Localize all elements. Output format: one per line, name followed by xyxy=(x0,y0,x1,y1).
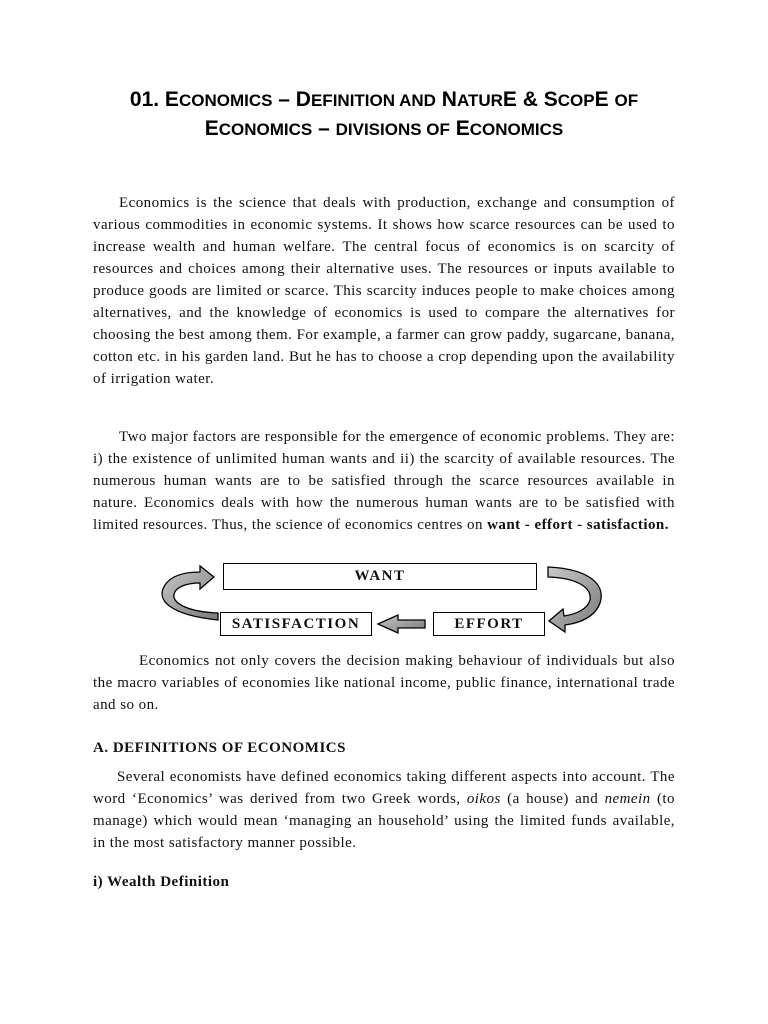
title-fragment: – xyxy=(312,117,336,140)
title-fragment: E xyxy=(594,88,609,111)
title-fragment: EFINITION AND xyxy=(310,91,436,110)
definitions-paragraph xyxy=(93,766,675,854)
title-fragment: CONOMICS xyxy=(218,120,313,139)
section-heading-definitions: A. DEFINITIONS OF ECONOMICS xyxy=(93,740,346,756)
want-effort-satisfaction-emphasis: want - effort - satisfaction. xyxy=(487,517,669,533)
intro-paragraph: Economics is the science that deals with production, exchange and consumption of various commodities in economic systems. It shows how scarce resources can be used to increase wealth and human welfare. The central focus of economics is on scarcity of resources and choices among their alternative uses. The resources or inputs available to produce goods are limited or scarce. This scarcity induces people to make choices among alternatives, and the knowledge of economics is used to compare the alternatives for choosing the best among them. For example, a farmer can grow paddy, sugarcane, banana, cotton etc. in his garden land. But he has to choose a crop depending upon the availability of irrigation water. xyxy=(93,195,675,387)
want-box: WANT xyxy=(223,563,537,590)
title-fragment: E xyxy=(449,117,470,140)
title-fragment: OF xyxy=(614,91,639,110)
title-fragment: N xyxy=(435,88,457,111)
title-fragment: & S xyxy=(516,88,558,111)
effort-box: EFFORT xyxy=(433,612,545,636)
title-fragment: CONOMICS xyxy=(178,91,273,110)
title-fragment: DIVISIONS OF xyxy=(335,120,450,139)
title-fragment: COP xyxy=(557,91,595,110)
subheading-wealth-definition: i) Wealth Definition xyxy=(93,874,230,890)
title-fragment: 01. E xyxy=(129,88,179,111)
satisfaction-box: SATISFACTION xyxy=(220,612,372,636)
scope-paragraph: Economics not only covers the decision making behaviour of individuals but also the macro variables of economies like national income, public finance, international trade and so on. xyxy=(93,653,675,713)
paragraph-text: (a house) and xyxy=(500,791,605,807)
paragraph-text: (to manage) which would mean ‘managing an household’ using the limited funds available, in the most satisfactory manner possible. xyxy=(93,791,675,851)
title-fragment: ATUR xyxy=(456,91,503,110)
greek-word-nemein: nemein xyxy=(604,791,651,807)
left-straight-arrow-icon xyxy=(378,615,425,633)
right-curved-arrow-icon xyxy=(548,567,601,632)
title-fragment: E xyxy=(502,88,517,111)
left-curved-arrow-icon xyxy=(162,566,218,620)
paragraph-text: Several economists have defined economics taking different aspects into account. The word ‘Economics’ was derived from two Greek words, xyxy=(93,769,675,807)
title-fragment: E xyxy=(204,117,219,140)
title-fragment: CONOMICS xyxy=(469,120,564,139)
greek-word-oikos: oikos xyxy=(466,791,501,807)
paragraph-text: Two major factors are responsible for the emergence of economic problems. They are: i) the existence of unlimited human wants and ii) the scarcity of available resources. The numerous human wants are to be satisfied through the scarce resources available in nature. Economics deals with how the numerous human wants are to be satisfied with limited resources. Thus, the science of economics centres on xyxy=(93,429,675,533)
title-fragment: – D xyxy=(272,88,311,111)
